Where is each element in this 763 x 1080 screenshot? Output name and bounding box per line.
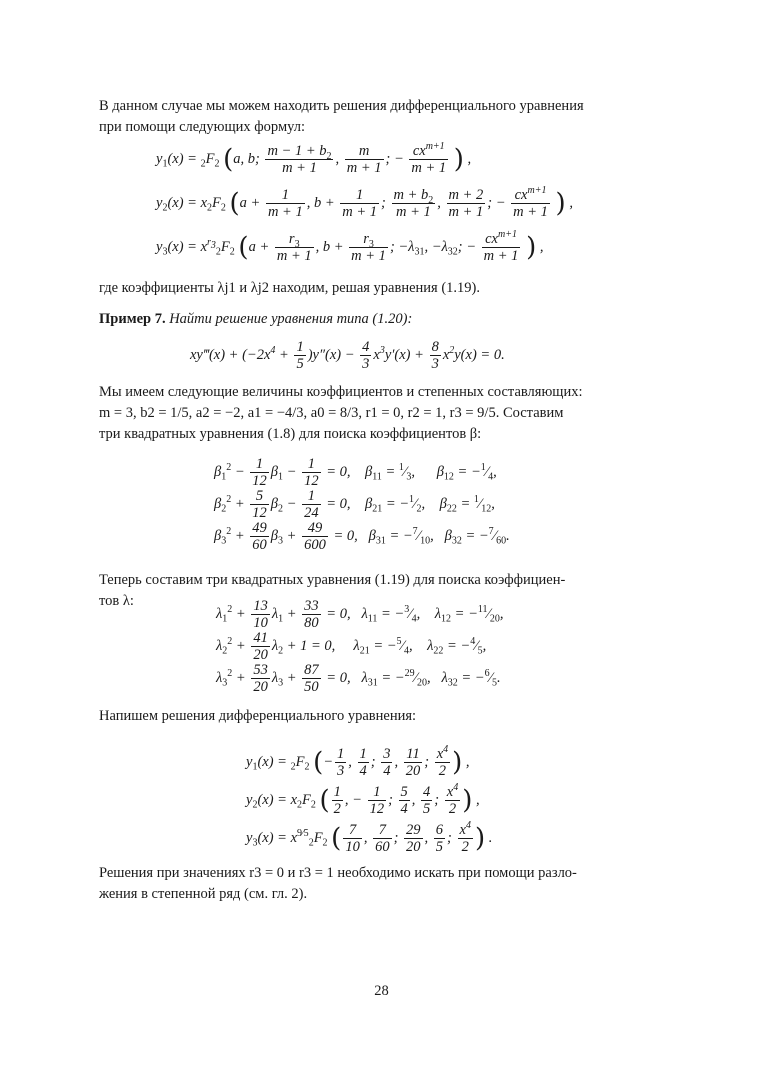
lambda-equation-2: $\lambda_2^2$ + $\frac{41}{20}$ $\lambda_2 + 1 = 0$, $\lambda_{21}$ = $-^5⁄_4$, $\lambda_{22}$ = $-^4⁄_5$, bbox=[216, 630, 487, 663]
solution-y3: $y_3(x) = x^{9⁄5}_2F_2$ ( $\frac{7}{10}$ , $\frac{7}{60}$ ; $\frac{29}{20}$ , $\frac{6}{5}$ ; $\frac{x^4}{2}$ ) . bbox=[246, 820, 493, 855]
solution-y1: $y_1(x) = _2F_2$ (− $\frac{1}{3}$ , $\frac{1}{4}$ ; $\frac{3}{4}$ , $\frac{11}{20}$ ; $\frac{x^4}{2}$ ) , bbox=[246, 744, 470, 779]
values-paragraph bbox=[99, 382, 636, 445]
coefficients-note bbox=[99, 278, 636, 299]
lambda-line-2: тов λ: bbox=[99, 593, 134, 609]
closing-line-1: Решения при значениях r3 = 0 и r3 = 1 необходимо искать при помощи разло- bbox=[99, 865, 577, 881]
solution-y2: $y_2(x) = x_2F_2$ ( $\frac{1}{2}$ , − $\frac{1}{12}$ ; $\frac{5}{4}$ , $\frac{4}{5}$ ; $\frac{x^4}{2}$ ) , bbox=[246, 782, 480, 817]
values-line-1: Мы имеем следующие величины коэффициентов и степенных составляющих: bbox=[99, 384, 583, 400]
lambda-equations bbox=[216, 598, 546, 698]
intro-line-2: при помощи следующих формул: bbox=[99, 119, 306, 135]
intro-line-1: В данном случае мы можем находить решения дифференциального уравнения bbox=[99, 98, 584, 114]
general-formula-y2: $y_2(x) = x_2F_2$ (a + $\frac{1}{m + 1}$ , b + $\frac{1}{m + 1}$ ; $\frac{m + b_2}{m + 1}$ , $\frac{m + 2}{m + 1}$ ; − $\frac{cx^{m+1}}{m + 1}$ ) , bbox=[156, 185, 573, 220]
differential-equation: xy‴(x) + ($-2x^4$ + $\frac{1}{5}$ )y″(x) − $\frac{4}{3}$ $x^3y'(x)$ + $\frac{8}{3}$ $x^2y(x) = 0$. bbox=[190, 339, 505, 372]
closing-line-2: жения в степенной ряд (см. гл. 2). bbox=[99, 886, 308, 902]
beta-equations bbox=[214, 456, 544, 556]
solutions-intro-text: Напишем решения дифференциального уравнения: bbox=[99, 708, 417, 724]
solutions-intro bbox=[99, 706, 636, 727]
closing-paragraph bbox=[99, 863, 636, 905]
general-formula-y3: $y_3(x) = x^{r_3}_2F_2$ (a + $\frac{r_3}{m + 1}$ , b + $\frac{r_3}{m + 1}$ ; $-\lambda_{31}$, $-\lambda_{32}$; − $\frac{cx^{m+1}}{m + 1}$ ) , bbox=[156, 229, 544, 264]
beta-equation-1: $\beta_1^2$ − $\frac{1}{12}$ $\beta_1$ − $\frac{1}{12}$ = 0, $\beta_{11}$ = $^1⁄_3$, $\beta_{12}$ = $-^1⁄_4$, bbox=[214, 456, 497, 489]
intro-paragraph bbox=[99, 96, 636, 138]
values-line-3: три квадратных уравнения (1.8) для поиска коэффициентов β: bbox=[99, 426, 482, 442]
lambda-equation-3: $\lambda_3^2$ + $\frac{53}{20}$ $\lambda_3$ + $\frac{87}{50}$ = 0, $\lambda_{31}$ = $-^{29}⁄_{20}$, $\lambda_{32}$ = $-^6⁄_5$. bbox=[216, 662, 501, 695]
page-number: 28 bbox=[374, 983, 389, 999]
values-line-2: m = 3, b2 = 1/5, a2 = −2, a1 = −4/3, a0 = 8/3, r1 = 0, r2 = 1, r3 = 9/5. Составим bbox=[99, 405, 564, 421]
lambda-line-1: Теперь составим три квадратных уравнения (1.19) для поиска коэффициен- bbox=[99, 572, 566, 588]
example-task: Найти решение уравнения типа (1.20): bbox=[169, 311, 413, 327]
beta-equation-2: $\beta_2^2$ + $\frac{5}{12}$ $\beta_2$ − $\frac{1}{24}$ = 0, $\beta_{21}$ = $-^1⁄_2$, $\beta_{22}$ = $^1⁄_{12}$, bbox=[214, 488, 495, 521]
general-formula-y1: $y_1(x) = _2F_2$ (a, b; $\frac{m - 1 + b_2}{m + 1}$ , $\frac{m}{m + 1}$ ; − $\frac{cx^{m+1}}{m + 1}$ ) , bbox=[156, 141, 472, 176]
lambda-equation-1: $\lambda_1^2$ + $\frac{13}{10}$ $\lambda_1$ + $\frac{33}{80}$ = 0, $\lambda_{11}$ = $-^3⁄_4$, $\lambda_{12}$ = $-^{11}⁄_{20}$, bbox=[216, 598, 504, 631]
coefficients-note-text: где коэффициенты λj1 и λj2 находим, решая уравнения (1.19). bbox=[99, 280, 480, 296]
beta-equation-3: $\beta_3^2$ + $\frac{49}{60}$ $\beta_3$ + $\frac{49}{600}$ = 0, $\beta_{31}$ = $-^7⁄_{10}$, $\beta_{32}$ = $-^7⁄_{60}$. bbox=[214, 520, 510, 553]
example-label: Пример 7. bbox=[99, 311, 166, 327]
example-heading bbox=[99, 309, 636, 330]
